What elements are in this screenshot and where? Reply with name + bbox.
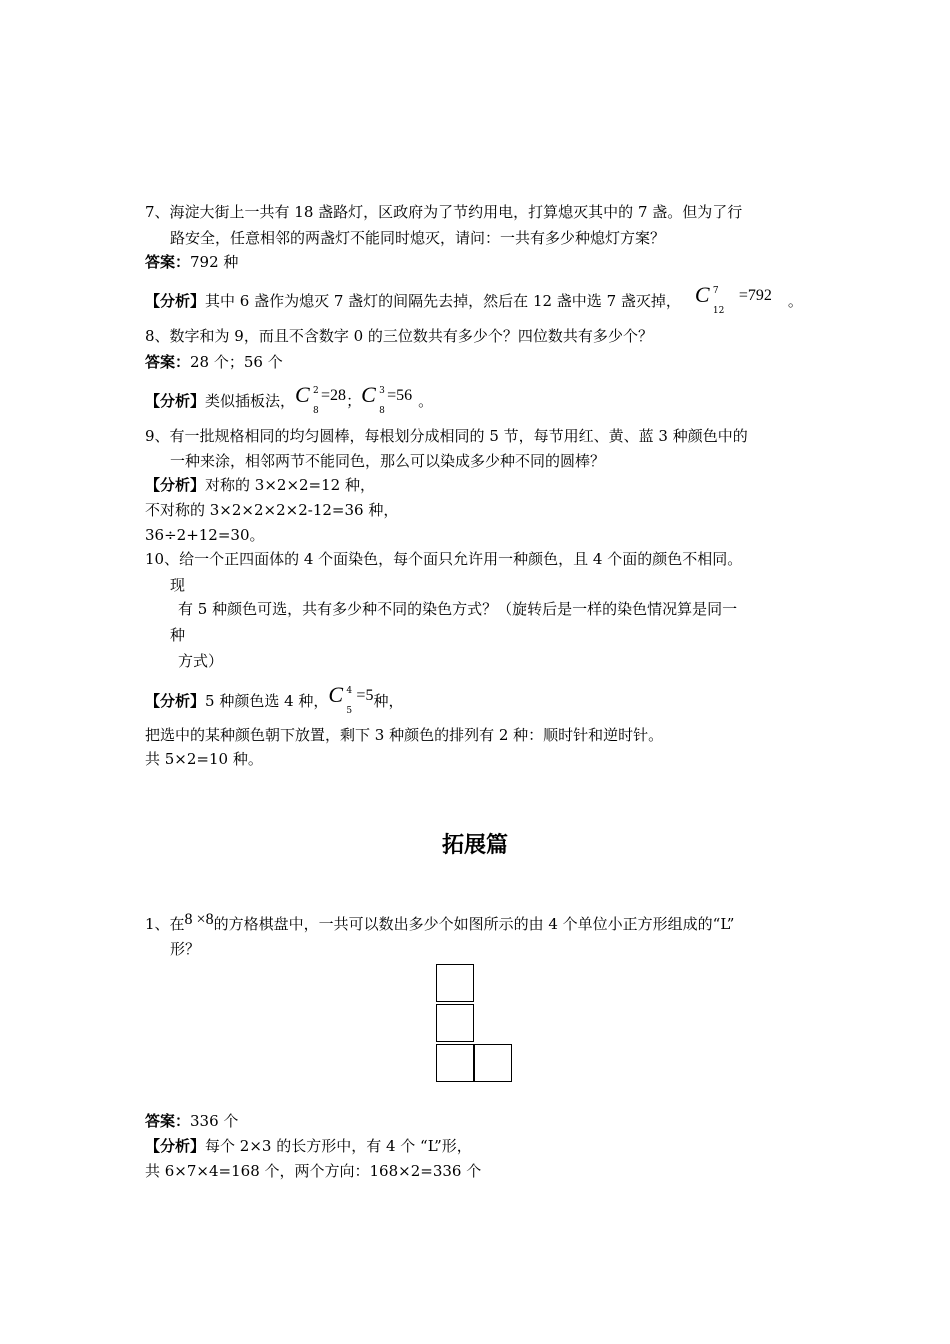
q8-answer [145,351,283,373]
l-shape-square [436,1004,474,1042]
e1-analysis1 [145,1135,472,1157]
combination-formula: C 4 5 [328,682,353,716]
l-shape-figure [436,964,516,1086]
section-title: 拓展篇 [441,833,508,858]
analysis-label: 【分析】 [145,292,206,310]
analysis-label: 【分析】 [145,392,206,410]
l-shape-square [474,1044,512,1082]
q10-line5: 方式） [178,652,224,670]
answer-label: 答案： [145,253,191,271]
q9-analysis1 [145,474,375,496]
question-prefix: 1、在 [145,915,185,933]
analysis-text: 类似插板法， [205,392,296,410]
q7-analysis [145,282,803,316]
period: 。 [418,392,434,410]
l-shape-square [436,1044,474,1082]
answer-value: 28 个；56 个 [190,353,283,371]
analysis-text: 5 种颜色选 4 种， [205,692,329,710]
combination-formula: C 7 12 [694,282,725,316]
analysis-text: 每个 2×3 的长方形中，有 4 个 “L”形， [205,1137,472,1155]
answer-value: 336 个 [190,1112,239,1130]
answer-label: 答案： [145,1112,191,1130]
analysis-text: 其中 6 盏作为熄灭 7 盏灯的间隔先去掉，然后在 12 盏中选 7 盏灭掉， [205,292,681,310]
analysis-label: 【分析】 [145,1137,206,1155]
e1-line1 [145,913,734,936]
q7-answer [145,251,238,273]
l-shape-square [436,964,474,1002]
board-size: 8 ×8 [184,911,214,928]
q9-line1: 9、有一批规格相同的均匀圆棒，每根划分成相同的 5 节，每节用红、黄、蓝 3 种颜色中的 [145,427,748,445]
analysis-label: 【分析】 [145,476,206,494]
q10-analysis [145,682,404,716]
combination-formula: C 3 8 [361,382,385,416]
analysis-label: 【分析】 [145,692,206,710]
combo-result: =5 [356,687,374,704]
combo-result: =28 [321,387,347,404]
q9-analysis3: 36÷2+12=30。 [145,526,265,544]
period: 。 [787,292,803,310]
q8-analysis [145,382,434,416]
q10-analysis3: 共 5×2=10 种。 [145,750,263,768]
combo-result: =792 [738,287,772,304]
combo-result: =56 [387,387,413,404]
q10-line1: 10、给一个正四面体的 4 个面染色，每个面只允许用一种颜色，且 4 个面的颜色不相同。 [145,550,743,568]
analysis-end: 种， [373,692,404,710]
q10-line2: 现 [170,576,186,594]
answer-value: 792 种 [190,253,239,271]
q10-analysis2: 把选中的某种颜色朝下放置，剩下 3 种颜色的排列有 2 种：顺时针和逆时针。 [145,726,664,744]
q7-line1: 7、海淀大街上一共有 18 盏路灯，区政府为了节约用电，打算熄灭其中的 7 盏。但为了行 [145,203,743,221]
q7-line2: 路安全，任意相邻的两盏灯不能同时熄灭，请问：一共有多少种熄灯方案？ [170,229,666,247]
combination-formula: C 2 8 [295,382,319,416]
question-text: 的方格棋盘中，一共可以数出多少个如图所示的由 4 个单位小正方形组成的“L” [213,915,735,933]
q8-line1: 8、数字和为 9，而且不含数字 0 的三位数共有多少个？四位数共有多少个？ [145,327,653,345]
analysis-text: 对称的 3×2×2=12 种， [205,476,375,494]
q9-analysis2: 不对称的 3×2×2×2×2-12=36 种， [145,501,399,519]
answer-label: 答案： [145,353,191,371]
e1-answer [145,1110,238,1132]
q10-line4: 种 [170,626,186,644]
q10-line3: 有 5 种颜色可选，共有多少种不同的染色方式？（旋转后是一样的染色情况算是同一 [178,600,738,618]
separator: ； [346,392,362,410]
e1-analysis2: 共 6×7×4=168 个，两个方向：168×2=336 个 [145,1162,482,1180]
e1-line2: 形？ [170,940,201,958]
q9-line2: 一种来涂，相邻两节不能同色，那么可以染成多少种不同的圆棒？ [170,452,606,470]
